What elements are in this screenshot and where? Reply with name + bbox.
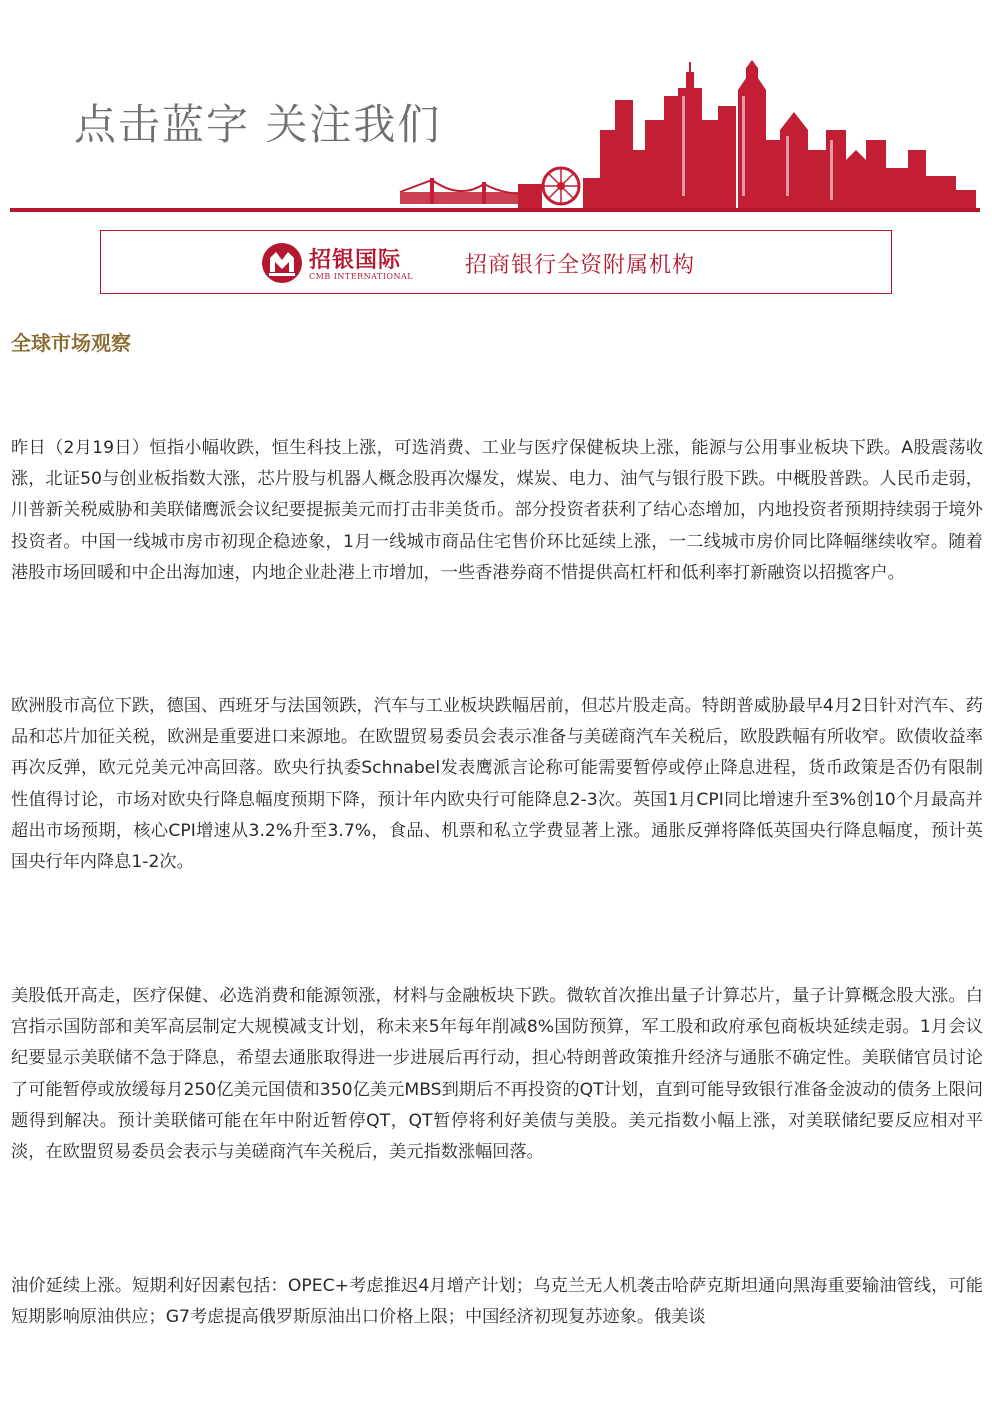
- brand-box: [100, 230, 892, 294]
- brand-name: 招银国际: [309, 248, 402, 273]
- header-banner: [0, 0, 992, 220]
- paragraph-us-markets: 美股低开高走，医疗保健、必选消费和能源领涨，材料与金融板块下跌。微软首次推出量子计算芯片，量子计算概念股大涨。白宫指示国防部和美军高层制定大规模减支计划，称未来5年每年削减8%国防预算，军工股和政府承包商板块延续走弱。1月会议纪要显示美联储不急于降息，希望去通胀取得进一步进展后再行动，担心特朗普政策推升经济与通胀不确定性。美联储官员讨论了可能暂停或放缓每月250亿美元国债和350亿美元MBS到期后不再投资的QT计划，直到可能导致银行准备金波动的债务上限问题得到解决。预计美联储可能在年中附近暂停QT，QT暂停将利好美债与美股。美元指数小幅上涨，对美联储纪要反应相对平淡，在欧盟贸易委员会表示与美磋商汽车关税后，美元指数涨幅回落。: [11, 986, 983, 1163]
- paragraph-hong-kong-china-markets: 昨日（2月19日）恒指小幅收跌，恒生科技上涨，可选消费、工业与医疗保健板块上涨，能源与公用事业板块下跌。A股震荡收涨，北证50与创业板指数大涨，芯片股与机器人概念股再次爆发，煤炭、电力、油气与银行股下跌。中概股普跌。人民币走弱，川普新关税威胁和美联储鹰派会议纪要提振美元而打击非美货币。部分投资者获利了结心态增加，内地投资者预期持续弱于境外投资者。中国一线城市房市初现企稳迹象，1月一线城市商品住宅售价环比延续上涨，一二线城市房价同比降幅继续收窄。随着港股市场回暖和中企出海加速，内地企业赴港上市增加，一些香港券商不惜提供高杠杆和低利率打新融资以招揽客户。: [11, 438, 983, 583]
- section-heading: 全球市场观察: [11, 331, 131, 355]
- brand-name-english: CMB INTERNATIONAL: [309, 272, 414, 281]
- cmb-international-logo-icon: [261, 242, 303, 284]
- brand-tagline: 招商银行全资附属机构: [465, 253, 696, 278]
- banner-title[interactable]: 点击蓝字 关注我们: [74, 100, 442, 149]
- paragraph-europe-markets: 欧洲股市高位下跌，德国、西班牙与法国领跌，汽车与工业板块跌幅居前，但芯片股走高。特朗普威胁最早4月2日针对汽车、药品和芯片加征关税，欧洲是重要进口来源地。在欧盟贸易委员会表示准备与美磋商汽车关税后，欧股跌幅有所收窄。欧债收益率再次反弹，欧元兑美元冲高回落。欧央行执委Schnabel发表鹰派言论称可能需要暂停或停止降息进程，货币政策是否仍有限制性值得讨论，市场对欧央行降息幅度预期下降，预计年内欧央行可能降息2-3次。英国1月CPI同比增速升至3%创10个月最高并超出市场预期，核心CPI增速从3.2%升至3.7%，食品、机票和私立学费显著上涨。通胀反弹将降低英国央行降息幅度，预计英国央行年内降息1-2次。: [11, 696, 983, 873]
- paragraph-oil-markets: 油价延续上涨。短期利好因素包括：OPEC+考虑推迟4月增产计划；乌克兰无人机袭击哈萨克斯坦通向黑海重要输油管线，可能短期影响原油供应；G7考虑提高俄罗斯原油出口价格上限；中国经济初现复苏迹象。俄美谈: [11, 1276, 983, 1328]
